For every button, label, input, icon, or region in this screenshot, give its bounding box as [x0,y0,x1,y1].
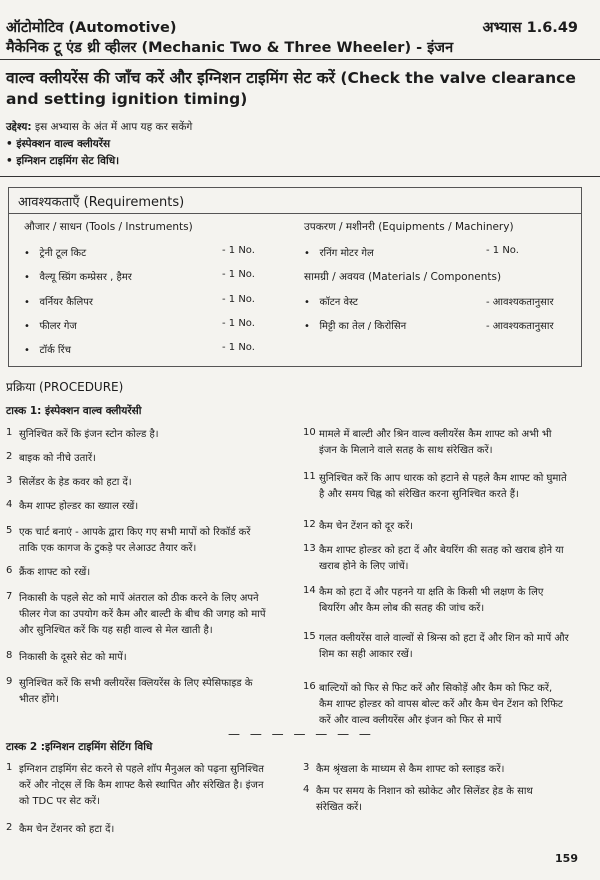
exercise-number: अभ्यास 1.6.49 [482,20,578,36]
tool-qty: - 1 No. [222,342,255,353]
step-text: कैम चेन टेंशन को दूर करें। [319,521,414,532]
objective-rule [0,176,600,177]
step-text: शिम का सही आकार रखें। [319,649,413,660]
material-qty: - आवश्यकतानुसार [486,297,554,308]
material-qty: - आवश्यकतानुसार [486,321,554,332]
requirements-title: आवश्यकताएँ (Requirements) [18,195,185,210]
requirements-divider [8,213,582,214]
step-text: है और समय चिह्न को संरेखित करना सुनिश्चित करते हैं। [319,489,519,500]
objective-label: उद्देश्य: [6,121,32,133]
tool-qty: - 1 No. [222,245,255,256]
step-text: कैम शाफ्ट होल्डर का ख्याल रखें। [19,501,139,512]
step-number: 12 [303,519,316,530]
step-text: गलत क्लीयरेंस वाले वाल्वों से श्रिन्स को हटा दें और शिन को मापें और [319,633,569,644]
step-number: 4 [303,784,310,795]
step-number: 3 [6,475,13,486]
step-text: को TDC पर सेट करें। [19,796,100,807]
section-separator: — — — — — — — [228,727,374,741]
step-text: कैम शाफ्ट होल्डर को हटा दें और बेयरिंग की सतह को खराब होने या [319,545,564,556]
step-number: 16 [303,681,316,692]
tool-qty: - 1 No. [222,269,255,280]
task1-title: टास्क 1: इंस्पेक्शन वाल्व क्लीयरेंसी [6,405,142,417]
equipment-item: • रनिंग मोटर गेल [304,248,374,259]
material-item: • मिट्टी का तेल / किरोसिन [304,321,407,332]
step-text: इग्निशन टाइमिंग सेट करने से पहले शॉप मैनुअल को पढ़ना सुनिश्चित [19,764,264,775]
step-text: मामले में बाल्टी और श्रिन वाल्व क्लीयरेंस कैम शाफ्ट को अभी भी [319,429,552,440]
step-number: 6 [6,565,13,576]
step-text: बियरिंग और कैम लोब की सतह की जांच करें। [319,603,485,614]
tool-item: • फीलर गेज [24,321,77,332]
objective-item: • इंस्पेक्शन वाल्व क्लीयरेंस [6,138,111,150]
step-text: और सुनिश्चित करें कि यह सही वाल्व से मेल खाती है। [19,625,213,636]
tool-item: • वर्नियर कैलिपर [24,297,94,308]
course-title: ऑटोमोटिव (Automotive) [6,20,177,36]
tools-heading: औजार / साधन (Tools / Instruments) [24,221,193,233]
step-number: 2 [6,451,13,462]
trade-title: मैकेनिक टू एंड थ्री व्हीलर (Mechanic Two & Three Wheeler) - इंजन [6,40,454,56]
step-text: एक चार्ट बनाएं - आपके द्वारा किए गए सभी मापों को रिकॉर्ड करें [19,527,251,538]
tool-item: • टॉर्क रिंच [24,345,71,356]
step-text: सुनिश्चित करें कि आप धारक को हटाने से पहले कैम शाफ्ट को घुमाते [319,473,567,484]
step-number: 15 [303,631,316,642]
step-number: 9 [6,676,13,687]
header-rule [0,59,600,60]
objective [6,120,192,134]
step-text: निकासी के दूसरे सेट को मापें। [19,652,127,663]
step-number: 13 [303,543,316,554]
step-text: फीलर गेज का उपयोग करें कैम और बाल्टी के बीच की जगह को मापें [19,609,266,620]
step-text: बाल्टियों को फिर से फिट करें और सिकोड़ें और कैम को फिट करें, [319,683,553,694]
objective-item: • इग्निशन टाइमिंग सेट विधि। [6,155,120,167]
step-text: बाइक को नीचे उतारें। [19,453,96,464]
material-item: • कॉटन वेस्ट [304,297,358,308]
equipment-qty: - 1 No. [486,245,519,256]
step-number: 1 [6,762,13,773]
step-number: 5 [6,525,13,536]
step-text: कैम शाफ्ट होल्डर को वापस बोल्ट करें और कैम चेन टेंशन को रिफिट [319,699,563,710]
step-text: क्रैंक शाफ्ट को रखें। [19,567,91,578]
tool-item: • वैल्यू स्प्रिंग कम्प्रेसर , हैमर [24,272,132,283]
step-text: निकासी के पहले सेट को मापें अंतराल को ठीक करने के लिए अपने [19,593,259,604]
step-number: 7 [6,591,13,602]
tool-qty: - 1 No. [222,294,255,305]
tool-item: • ट्रेनी टूल किट [24,248,87,259]
step-number: 1 [6,427,13,438]
step-text: कैम को हटा दें और पहनने या क्षति के किसी भी लक्षण के लिए [319,587,544,598]
step-number: 14 [303,585,316,596]
page-number: 159 [555,852,578,865]
exercise-title: वाल्व क्लीयरेंस की जाँच करें और इग्निशन टाइमिंग सेट करें (Check the valve clearance and setting ignition timing) [6,69,576,108]
step-text: भीतर होंगे। [19,694,59,705]
step-text: खराब होने के लिए जांचें। [319,561,409,572]
step-text: करें और वाल्व क्लीयरेंस और इंजन को फिर से मापें [319,715,502,726]
step-number: 8 [6,650,13,661]
step-text: ताकि एक कागज के टुकड़े पर लेआउट तैयार करें। [19,543,197,554]
procedure-heading: प्रक्रिया (PROCEDURE) [6,380,124,394]
task2-title: टास्क 2 :इग्निशन टाइमिंग सेटिंग विधि [6,741,153,753]
step-number: 4 [6,499,13,510]
step-text: सुनिश्चित करें कि सभी क्लीयरेंस क्लियरेंस के लिए स्पेसिफाइड के [19,678,253,689]
objective-text: इस अभ्यास के अंत में आप यह कर सकेंगे [34,121,193,133]
step-text: कैम श्रृंखला के माध्यम से कैम शाफ्ट को स्लाइड करें। [316,764,505,775]
step-text: सिलेंडर के हेड कवर को हटा दें। [19,477,132,488]
step-number: 11 [303,471,316,482]
step-number: 10 [303,427,316,438]
step-text: इंजन के मिलाने वाले सतह के साथ संरेखित करें। [319,445,493,456]
step-text: संरेखित करें। [316,802,363,813]
step-text: कैम पर समय के निशान को स्प्रोकेट और सिलेंडर हेड के साथ [316,786,533,797]
step-text: करें और नोट्स लें कि कैम शाफ्ट कैसे स्थापित और संरेखित है। इंजन [19,780,264,791]
step-text: कैम चेन टेंशनर को हटा दें। [19,824,115,835]
step-number: 2 [6,822,13,833]
step-text: सुनिश्चित करें कि इंजन स्टोन कोल्ड है। [19,429,159,440]
tool-qty: - 1 No. [222,318,255,329]
materials-heading: सामग्री / अवयव (Materials / Components) [304,271,502,283]
step-number: 3 [303,762,310,773]
equipment-heading: उपकरण / मशीनरी (Equipments / Machinery) [304,221,514,233]
